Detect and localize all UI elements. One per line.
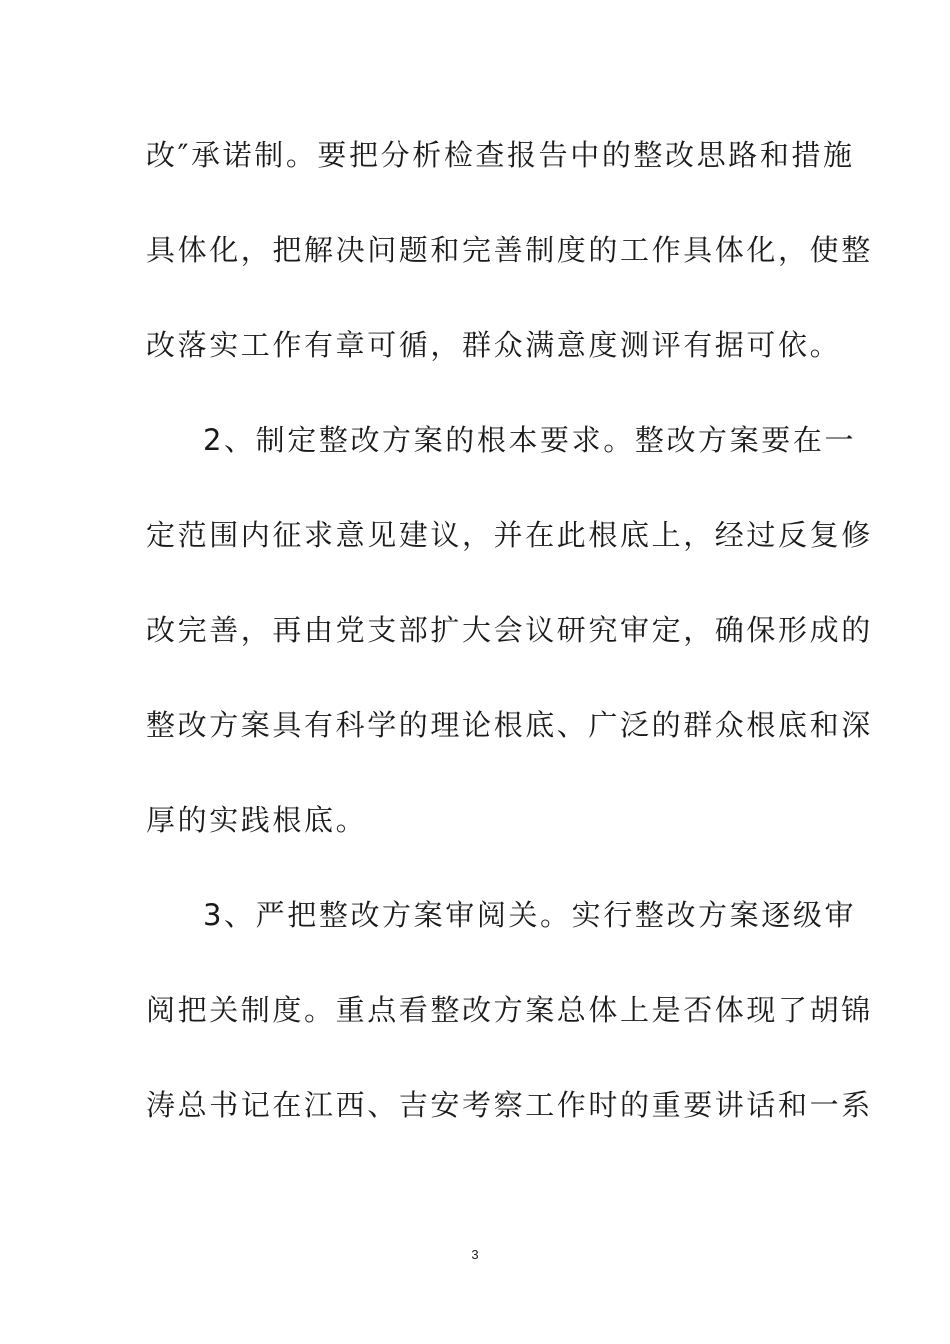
paragraph-2-start: 2、制定整改方案的根本要求。整改方案要在一	[203, 423, 857, 457]
text-line: 改″承诺制。要把分析检查报告中的整改思路和措施	[146, 138, 855, 172]
text-line: 具体化，把解决问题和完善制度的工作具体化，使整	[146, 233, 873, 267]
paragraph-3-start: 3、严把整改方案审阅关。实行整改方案逐级审	[203, 898, 857, 932]
text-line: 厚的实践根底。	[146, 803, 368, 837]
page-number: 3	[471, 1247, 479, 1262]
text-line: 整改方案具有科学的理论根底、广泛的群众根底和深	[146, 708, 873, 742]
text-line: 涛总书记在江西、吉安考察工作时的重要讲话和一系	[146, 1088, 873, 1122]
text-line: 改完善，再由党支部扩大会议研究审定，确保形成的	[146, 613, 873, 647]
text-line: 改落实工作有章可循，群众满意度测评有据可依。	[146, 328, 842, 362]
text-line: 阅把关制度。重点看整改方案总体上是否体现了胡锦	[146, 993, 873, 1027]
text-line: 定范围内征求意见建议，并在此根底上，经过反复修	[146, 518, 873, 552]
